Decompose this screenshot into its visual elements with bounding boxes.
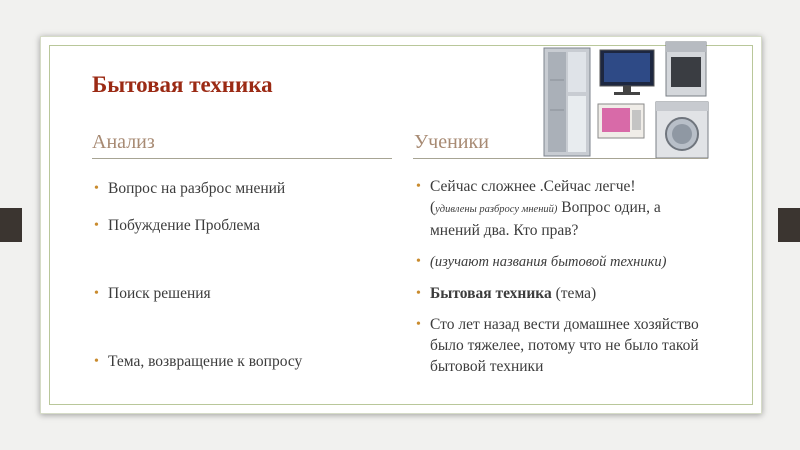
column-heading-students: Ученики <box>414 131 489 153</box>
list-item-note: удивлены разбросу мнений) <box>435 204 558 215</box>
list-item-text: Вопрос один, а мнений два. Кто прав? <box>430 199 661 239</box>
bullet-icon: • <box>94 354 99 369</box>
list-item <box>416 314 710 377</box>
heading-divider-left <box>92 158 392 159</box>
list-item-text: Поиск решения <box>108 285 211 302</box>
heading-divider-right <box>413 158 708 159</box>
bullet-icon: • <box>94 286 99 301</box>
tv-icon <box>600 50 654 95</box>
appliances-image <box>540 40 720 160</box>
list-item-text: ( <box>430 199 436 216</box>
list-item <box>94 178 286 199</box>
list-item <box>94 215 260 236</box>
bullet-icon: • <box>94 218 99 233</box>
microwave-icon <box>598 104 644 138</box>
list-item <box>94 351 303 372</box>
bullet-icon: • <box>416 317 421 332</box>
column-heading-analysis: Анализ <box>92 131 155 153</box>
fridge-icon <box>544 48 590 156</box>
list-item-text: Сейчас сложнее .Сейчас легче! <box>430 178 636 195</box>
students-list <box>416 176 710 387</box>
list-item-text: Побуждение Проблема <box>108 217 260 234</box>
list-item <box>94 283 211 304</box>
list-item-text: Тема, возвращение к вопросу <box>108 353 303 370</box>
washing-machine-icon <box>656 102 708 158</box>
bullet-icon: • <box>416 286 421 301</box>
bullet-icon: • <box>94 181 99 196</box>
list-item <box>416 251 710 273</box>
list-item-text: Сто лет назад вести домашнее хозяйство было тяжелее, потому что не было такой бытовой техники <box>430 316 699 375</box>
bullet-icon: • <box>416 179 421 194</box>
list-item-text: Бытовая техника <box>430 285 552 302</box>
stove-icon <box>666 42 706 96</box>
bullet-icon: • <box>416 254 421 269</box>
list-item-text: (изучают названия бытовой техники) <box>430 254 667 270</box>
right-edge-tab <box>778 208 800 242</box>
list-item <box>416 176 710 241</box>
slide-title: Бытовая техника <box>92 72 273 97</box>
left-edge-tab <box>0 208 22 242</box>
list-item-text: Вопрос на разброс мнений <box>108 180 286 197</box>
list-item-text: (тема) <box>551 285 597 302</box>
list-item <box>416 283 710 304</box>
